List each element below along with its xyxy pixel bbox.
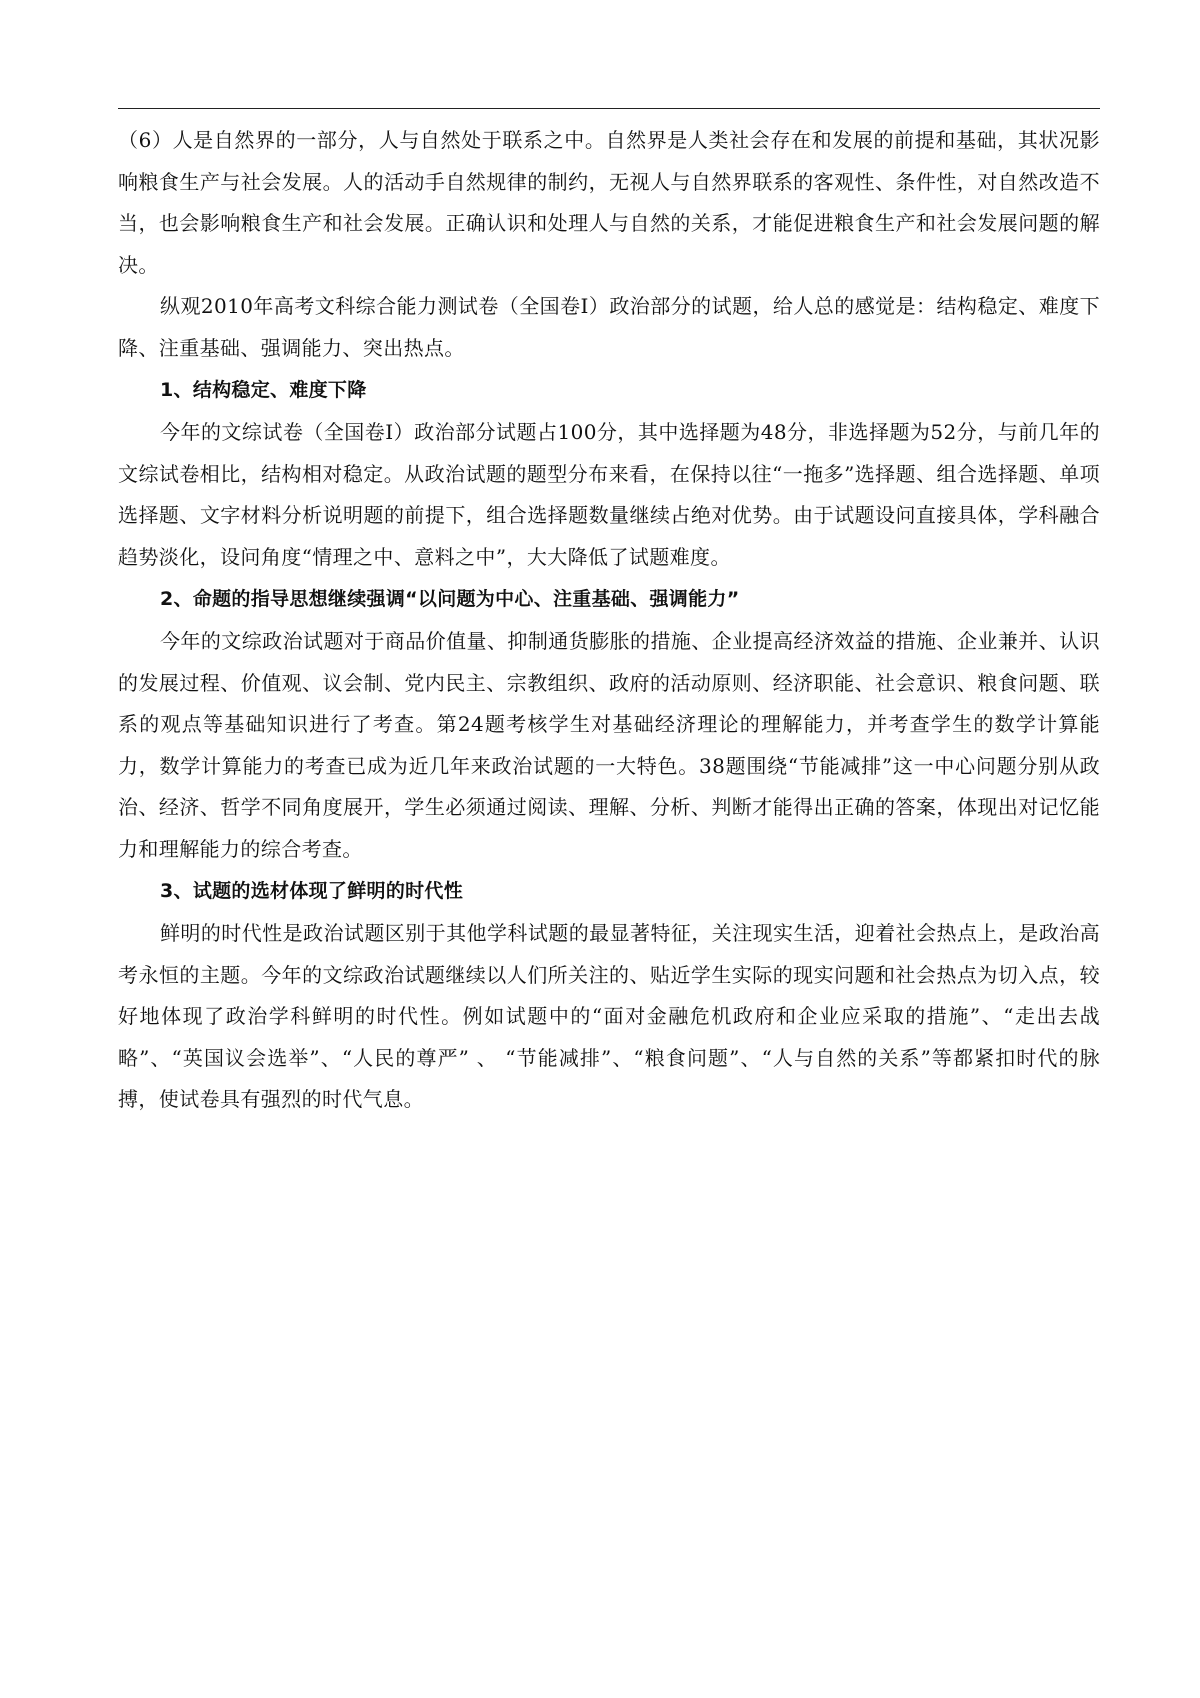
heading-era-character: 3、试题的选材体现了鲜明的时代性 xyxy=(160,880,464,902)
paragraph-era: 鲜明的时代性是政治试题区别于其他学科试题的最显著特征，关注现实生活，迎着社会热点上，是政治高考永恒的主题。今年的文综政治试题继续以人们所关注的、贴近学生实际的现实问题和社会热点为切入点，较好地体现了政治学科鲜明的时代性。例如试题中的“面对金融危机政府和企业应采取的措施”、“走出去战略”、“英国议会选举”、“人民的尊严” 、 “节能减排”、“粮食问题”、“人与自然的关系”等都紧扣时代的脉搏，使试卷具有强烈的时代气息。 xyxy=(118,921,1100,1111)
paragraph-structure: 今年的文综试卷（全国卷Ⅰ）政治部分试题占100分，其中选择题为48分，非选择题为52分，与前几年的文综试卷相比，结构相对稳定。从政治试题的题型分布来看，在保持以往“一拖多”选择题、组合选择题、单项选择题、文字材料分析说明题的前提下，组合选择题数量继续占绝对优势。由于试题设问直接具体，学科融合趋势淡化，设问角度“情理之中、意料之中”，大大降低了试题难度。 xyxy=(118,420,1100,569)
header-rule xyxy=(118,108,1100,109)
paragraph-answer-6: （6）人是自然界的一部分，人与自然处于联系之中。自然界是人类社会存在和发展的前提和基础，其状况影响粮食生产与社会发展。人的活动手自然规律的制约，无视人与自然界联系的客观性、条件性，对自然改造不当，也会影响粮食生产和社会发展。正确认识和处理人与自然的关系，才能促进粮食生产和社会发展问题的解决。 xyxy=(118,128,1100,277)
paragraph-basics: 今年的文综政治试题对于商品价值量、抑制通货膨胀的措施、企业提高经济效益的措施、企业兼并、认识的发展过程、价值观、议会制、党内民主、宗教组织、政府的活动原则、经济职能、社会意识、粮食问题、联系的观点等基础知识进行了考查。第24题考核学生对基础经济理论的理解能力，并考查学生的数学计算能力，数学计算能力的考查已成为近几年来政治试题的一大特色。38题围绕“节能减排”这一中心问题分别从政治、经济、哲学不同角度展开，学生必须通过阅读、理解、分析、判断才能得出正确的答案，体现出对记忆能力和理解能力的综合考查。 xyxy=(118,629,1100,861)
heading-guiding-idea: 2、命题的指导思想继续强调“以问题为中心、注重基础、强调能力” xyxy=(160,588,740,610)
paragraph-overview: 纵观2010年高考文科综合能力测试卷（全国卷Ⅰ）政治部分的试题，给人总的感觉是：结构稳定、难度下降、注重基础、强调能力、突出热点。 xyxy=(118,294,1100,360)
document-body xyxy=(118,120,1100,1121)
heading-structure-stable: 1、结构稳定、难度下降 xyxy=(160,379,367,401)
